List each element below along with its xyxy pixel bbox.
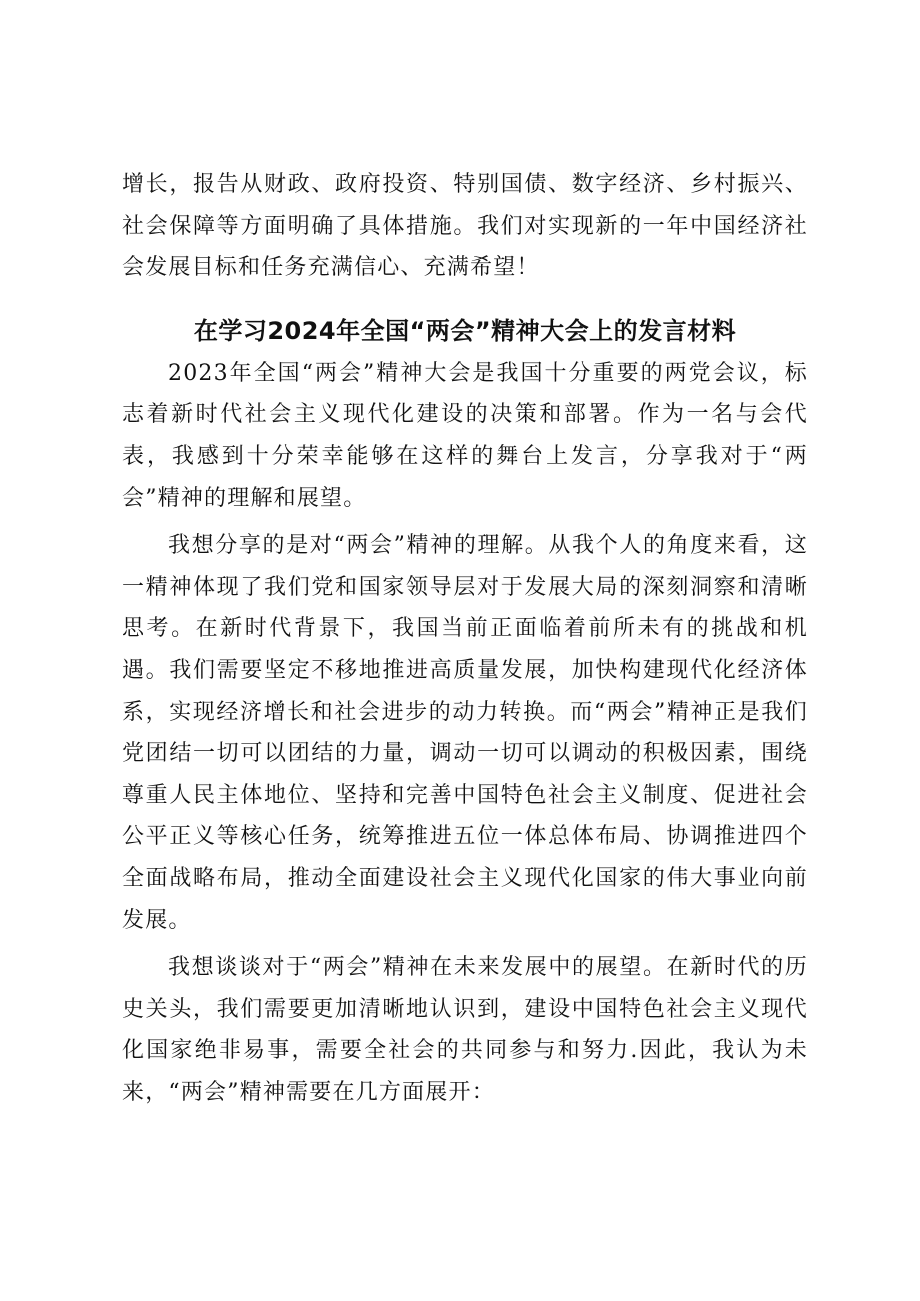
document-title: 在学习2024年全国“两会”精神大会上的发言材料 bbox=[193, 316, 737, 345]
intro-paragraph: 增长，报告从财政、政府投资、特别国债、数字经济、乡村振兴、社会保障等方面明确了具体措施。我们对实现新的一年中国经济社会发展目标和任务充满信心、充满希望！ bbox=[122, 172, 808, 281]
document-body bbox=[122, 164, 808, 1113]
body-paragraph-3: 我想谈谈对于“两会”精神在未来发展中的展望。在新时代的历史关头，我们需要更加清晰地认识到，建设中国特色社会主义现代化国家绝非易事，需要全社会的共同参与和努力.因此，我认为未来，“两会”精神需要在几方面展开： bbox=[122, 955, 808, 1105]
body-paragraph-2: 我想分享的是对“两会”精神的理解。从我个人的角度来看，这一精神体现了我们党和国家领导层对于发展大局的深刻洞察和清晰思考。在新时代背景下，我国当前正面临着前所未有的挑战和机遇。我们需要坚定不移地推进高质量发展，加快构建现代化经济体系，实现经济增长和社会进步的动力转换。而“两会”精神正是我们党团结一切可以团结的力量，调动一切可以调动的积极因素，围绕尊重人民主体地位、坚持和完善中国特色社会主义制度、促进社会公平正义等核心任务，统筹推进五位一体总体布局、协调推进四个全面战略布局，推动全面建设社会主义现代化国家的伟大事业向前发展。 bbox=[122, 533, 808, 933]
body-paragraph-1: 2023年全国“两会”精神大会是我国十分重要的两党会议，标志着新时代社会主义现代化建设的决策和部署。作为一名与会代表，我感到十分荣幸能够在这样的舞台上发言，分享我对于“两会”精神的理解和展望。 bbox=[122, 360, 808, 511]
